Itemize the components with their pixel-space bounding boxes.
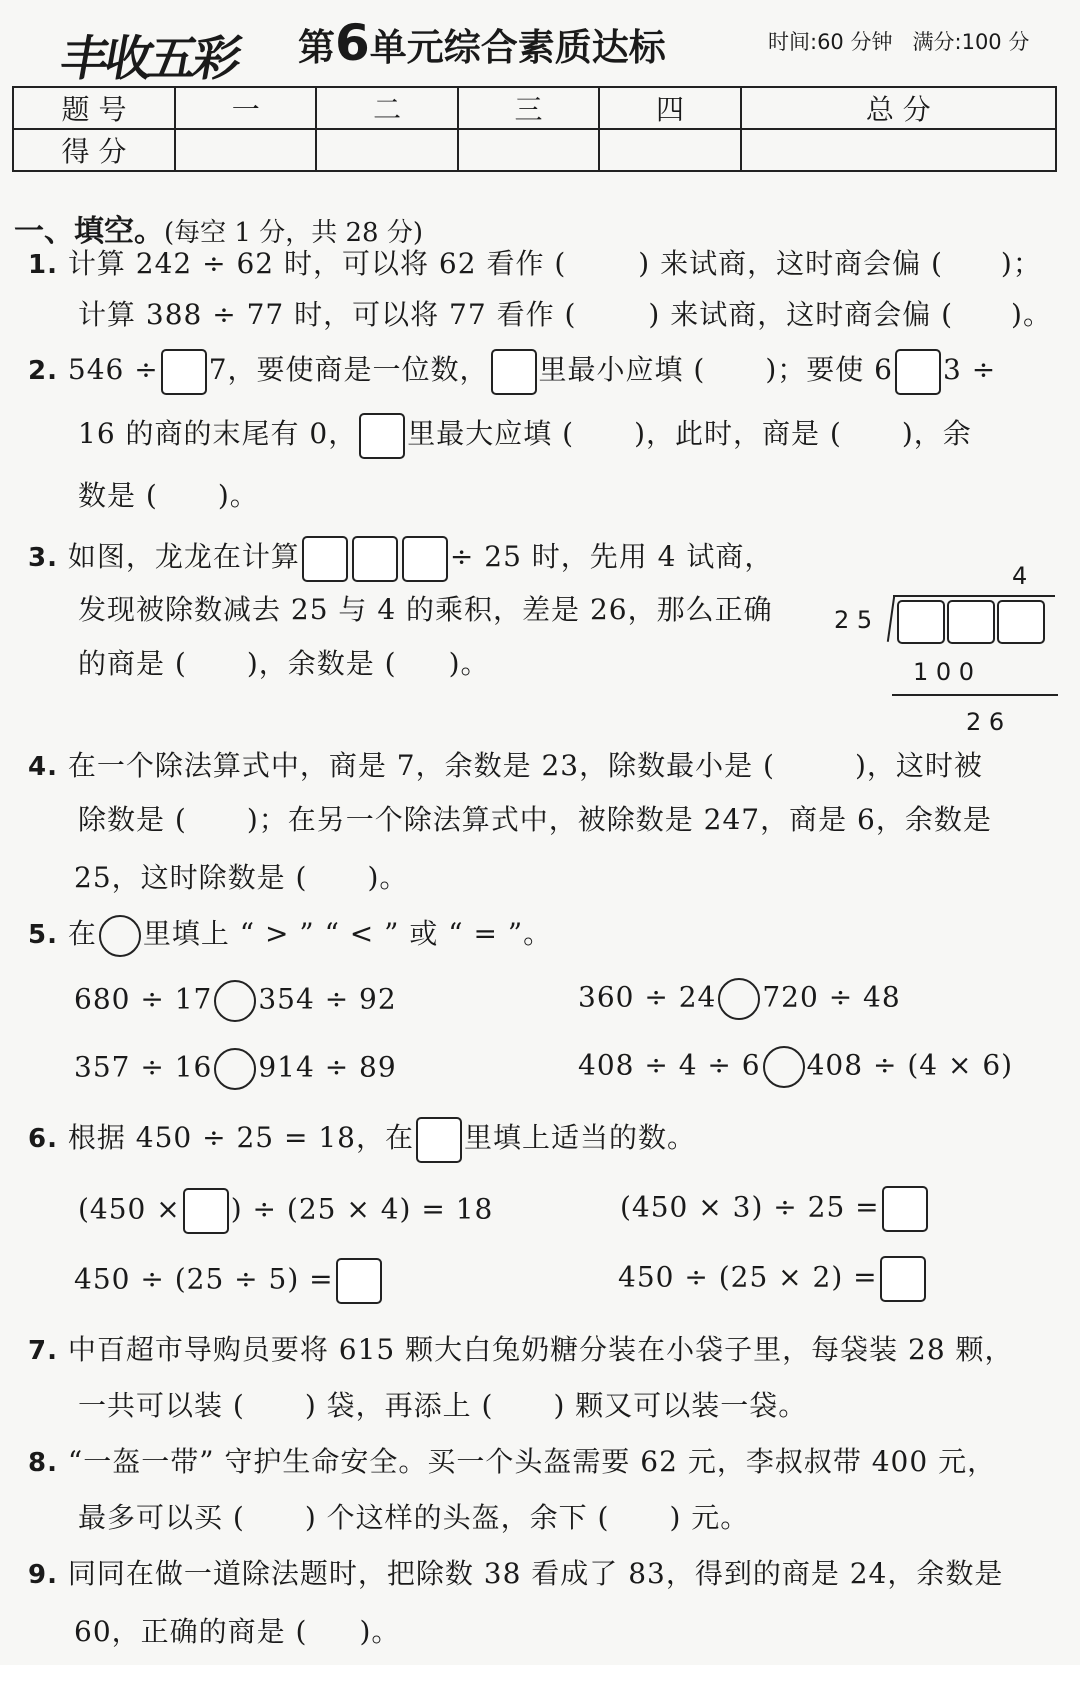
q1-text: 计算 242 ÷ 62 时，可以将 62 看作 ( — [67, 247, 567, 280]
question-4-line-2 — [78, 798, 992, 838]
question-6-instruction — [28, 1116, 696, 1163]
question-4-line-1 — [28, 744, 983, 784]
score-table-header-row — [13, 87, 1056, 129]
question-1-line-2 — [78, 293, 1052, 333]
compare-item-c — [74, 1048, 397, 1090]
q2-text: )，余 — [901, 417, 972, 450]
q9-text: )。 — [359, 1615, 401, 1648]
score-header-cell: 题 号 — [13, 87, 175, 129]
q1-text: ) 来试商，这时商会偏 ( — [648, 298, 954, 331]
q4-text: )，这时被 — [854, 749, 983, 782]
division-subtract-line — [892, 694, 1058, 696]
compare-left: 408 ÷ 4 ÷ 6 — [578, 1048, 761, 1082]
score-header-cell: 一 — [175, 87, 316, 129]
q7-text: ) 袋，再添上 ( — [304, 1389, 494, 1422]
compare-circle[interactable] — [763, 1046, 805, 1088]
q6-text: 根据 450 ÷ 25 = 18，在 — [67, 1121, 415, 1154]
question-7-line-2 — [78, 1384, 807, 1424]
division-divisor: 2 5 — [834, 606, 873, 634]
question-9-line-1 — [28, 1552, 1003, 1592]
division-dividend-boxes — [896, 600, 1046, 644]
q2-text: 里最小应填 ( — [538, 353, 706, 386]
compare-item-d — [578, 1046, 1013, 1088]
fill-box — [416, 1117, 462, 1163]
question-9-line-2 — [74, 1610, 400, 1650]
question-number: 2. — [28, 356, 58, 386]
section-title: 一、填空。 — [14, 214, 164, 249]
q6-text: 450 ÷ (25 ÷ 5) = — [74, 1262, 334, 1296]
q5-text: 里填上 “ > ” “ < ” 或 “ = ”。 — [142, 917, 553, 950]
fill-box[interactable] — [336, 1258, 382, 1304]
division-bar — [893, 595, 1055, 597]
digit-box[interactable] — [897, 600, 945, 644]
q7-text: ) 颗又可以装一袋。 — [553, 1389, 808, 1422]
q2-text: 数是 ( — [78, 479, 158, 512]
question-3-line-2: 发现被除数减去 25 与 4 的乘积，差是 26，那么正确 — [78, 593, 773, 626]
page-title — [298, 14, 666, 72]
q7-text: 中百超市导购员要将 615 颗大白兔奶糖分装在小袋子里，每袋装 28 颗， — [67, 1333, 1014, 1366]
score-cell[interactable] — [741, 129, 1056, 171]
question-1-line-1 — [28, 242, 1042, 282]
q3-text: 的商是 ( — [78, 647, 187, 680]
question-number: 4. — [28, 752, 58, 782]
fill-box[interactable] — [491, 349, 537, 395]
division-quotient: 4 — [1012, 562, 1028, 590]
division-remainder: 2 6 — [966, 708, 1005, 736]
q2-text: 3 ÷ — [942, 353, 997, 386]
q2-text: 546 ÷ — [67, 353, 159, 386]
question-number: 5. — [28, 920, 58, 950]
question-5-instruction — [28, 912, 552, 957]
compare-left: 357 ÷ 16 — [74, 1050, 213, 1084]
q9-text: 60，正确的商是 ( — [74, 1615, 308, 1648]
score-header-cell: 三 — [458, 87, 599, 129]
compare-circle[interactable] — [214, 1048, 256, 1090]
fill-box[interactable] — [882, 1186, 928, 1232]
compare-circle — [99, 915, 141, 957]
compare-item-a — [74, 980, 397, 1022]
title-suffix: 单元综合素质达标 — [369, 26, 666, 69]
question-4-line-3 — [74, 856, 408, 896]
fill-box[interactable] — [895, 349, 941, 395]
compare-left: 360 ÷ 24 — [578, 980, 717, 1014]
section-note: (每空 1 分，共 28 分) — [164, 218, 423, 248]
q3-text: )。 — [448, 647, 490, 680]
question-2-line-2 — [78, 412, 972, 459]
question-7-line-1 — [28, 1328, 1014, 1368]
q6-equation-d — [618, 1256, 928, 1302]
score-table — [12, 86, 1057, 172]
question-number: 9. — [28, 1560, 58, 1590]
score-cell[interactable] — [458, 129, 599, 171]
question-number: 6. — [28, 1124, 58, 1154]
q4-text: )。 — [367, 861, 409, 894]
question-8-line-1 — [28, 1440, 996, 1480]
compare-right: 720 ÷ 48 — [762, 980, 901, 1014]
division-bracket — [887, 596, 895, 642]
q8-text: ) 个这样的头盔，余下 ( — [304, 1501, 610, 1534]
q3-text: ÷ 25 时，先用 4 试商， — [449, 540, 774, 573]
division-product: 1 0 0 — [913, 658, 975, 686]
q2-text: )，此时，商是 ( — [634, 417, 842, 450]
time-limit: 时间:60 分钟 — [768, 30, 893, 54]
compare-circle[interactable] — [214, 980, 256, 1022]
compare-right: 914 ÷ 89 — [258, 1050, 397, 1084]
q6-equation-a — [78, 1188, 493, 1234]
q3-text: 如图，龙龙在计算 — [67, 540, 300, 573]
q2-text: 7，要使商是一位数， — [208, 353, 489, 386]
q3-text: )，余数是 ( — [246, 647, 397, 680]
q6-equation-c — [74, 1258, 384, 1304]
q8-text: “一盔一带” 守护生命安全。买一个头盔需要 62 元，李叔叔带 400 元， — [67, 1445, 997, 1478]
question-2-line-3 — [78, 474, 259, 514]
title-unit-number: 6 — [335, 14, 370, 72]
exam-meta — [768, 26, 1029, 56]
q1-text: 计算 388 ÷ 77 时，可以将 77 看作 ( — [78, 298, 577, 331]
score-cell[interactable] — [316, 129, 457, 171]
q5-text: 在 — [67, 917, 97, 950]
q2-text: )。 — [217, 479, 259, 512]
question-number: 3. — [28, 543, 58, 573]
q4-text: 除数是 ( — [78, 803, 187, 836]
q2-text: 里最大应填 ( — [407, 417, 575, 450]
score-header-cell: 总 分 — [741, 87, 1056, 129]
q4-text: 25，这时除数是 ( — [74, 861, 308, 894]
digit-box[interactable] — [997, 600, 1045, 644]
q6-text: ) ÷ (25 × 4) = 18 — [230, 1192, 494, 1226]
fill-box[interactable] — [161, 349, 207, 395]
q8-text: 最多可以买 ( — [78, 1501, 245, 1534]
question-8-line-2 — [78, 1496, 749, 1536]
score-header-cell: 四 — [599, 87, 740, 129]
q4-text: )；在另一个除法算式中，被除数是 247，商是 6，余数是 — [246, 803, 992, 836]
question-3-line-1 — [28, 535, 773, 582]
q4-text: 在一个除法算式中，商是 7，余数是 23，除数最小是 ( — [67, 749, 775, 782]
score-cell[interactable] — [599, 129, 740, 171]
q2-text: 16 的商的末尾有 0， — [78, 417, 358, 450]
compare-right: 408 ÷ (4 × 6) — [806, 1048, 1014, 1082]
q6-equation-b — [620, 1186, 930, 1232]
question-2-line-1 — [28, 348, 996, 395]
fill-box[interactable] — [880, 1256, 926, 1302]
score-header-cell: 二 — [316, 87, 457, 129]
publisher-logo: 丰收五彩 — [56, 31, 243, 87]
q8-text: ) 元。 — [669, 1501, 750, 1534]
q1-text: )； — [1000, 247, 1042, 280]
q7-text: 一共可以装 ( — [78, 1389, 245, 1422]
digit-box[interactable] — [302, 536, 348, 582]
compare-right: 354 ÷ 92 — [258, 982, 397, 1016]
q6-text: 450 ÷ (25 × 2) = — [618, 1260, 878, 1294]
q6-text: 里填上适当的数。 — [464, 1121, 697, 1154]
fill-box[interactable] — [359, 413, 405, 459]
full-score: 满分:100 分 — [912, 30, 1030, 54]
digit-box[interactable] — [947, 600, 995, 644]
question-number: 7. — [28, 1336, 58, 1366]
fill-box[interactable] — [183, 1188, 229, 1234]
score-row-label: 得 分 — [13, 129, 175, 171]
q6-text: (450 × 3) ÷ 25 = — [620, 1190, 880, 1224]
q2-text: )；要使 6 — [765, 353, 893, 386]
question-number: 8. — [28, 1448, 58, 1478]
compare-item-b — [578, 978, 901, 1020]
question-3-line-3 — [78, 642, 490, 682]
digit-box[interactable] — [402, 536, 448, 582]
digit-box[interactable] — [352, 536, 398, 582]
q6-text: (450 × — [78, 1192, 181, 1226]
q1-text: ) 来试商，这时商会偏 ( — [638, 247, 943, 280]
question-number: 1. — [28, 250, 58, 280]
q9-text: 同同在做一道除法题时，把除数 38 看成了 83，得到的商是 24，余数是 — [67, 1557, 1004, 1590]
compare-circle[interactable] — [718, 978, 760, 1020]
compare-left: 680 ÷ 17 — [74, 982, 213, 1016]
bottom-margin — [0, 1665, 1080, 1691]
score-cell[interactable] — [175, 129, 316, 171]
q1-text: )。 — [1011, 298, 1052, 331]
score-table-score-row — [13, 129, 1056, 171]
title-prefix: 第 — [298, 26, 335, 69]
